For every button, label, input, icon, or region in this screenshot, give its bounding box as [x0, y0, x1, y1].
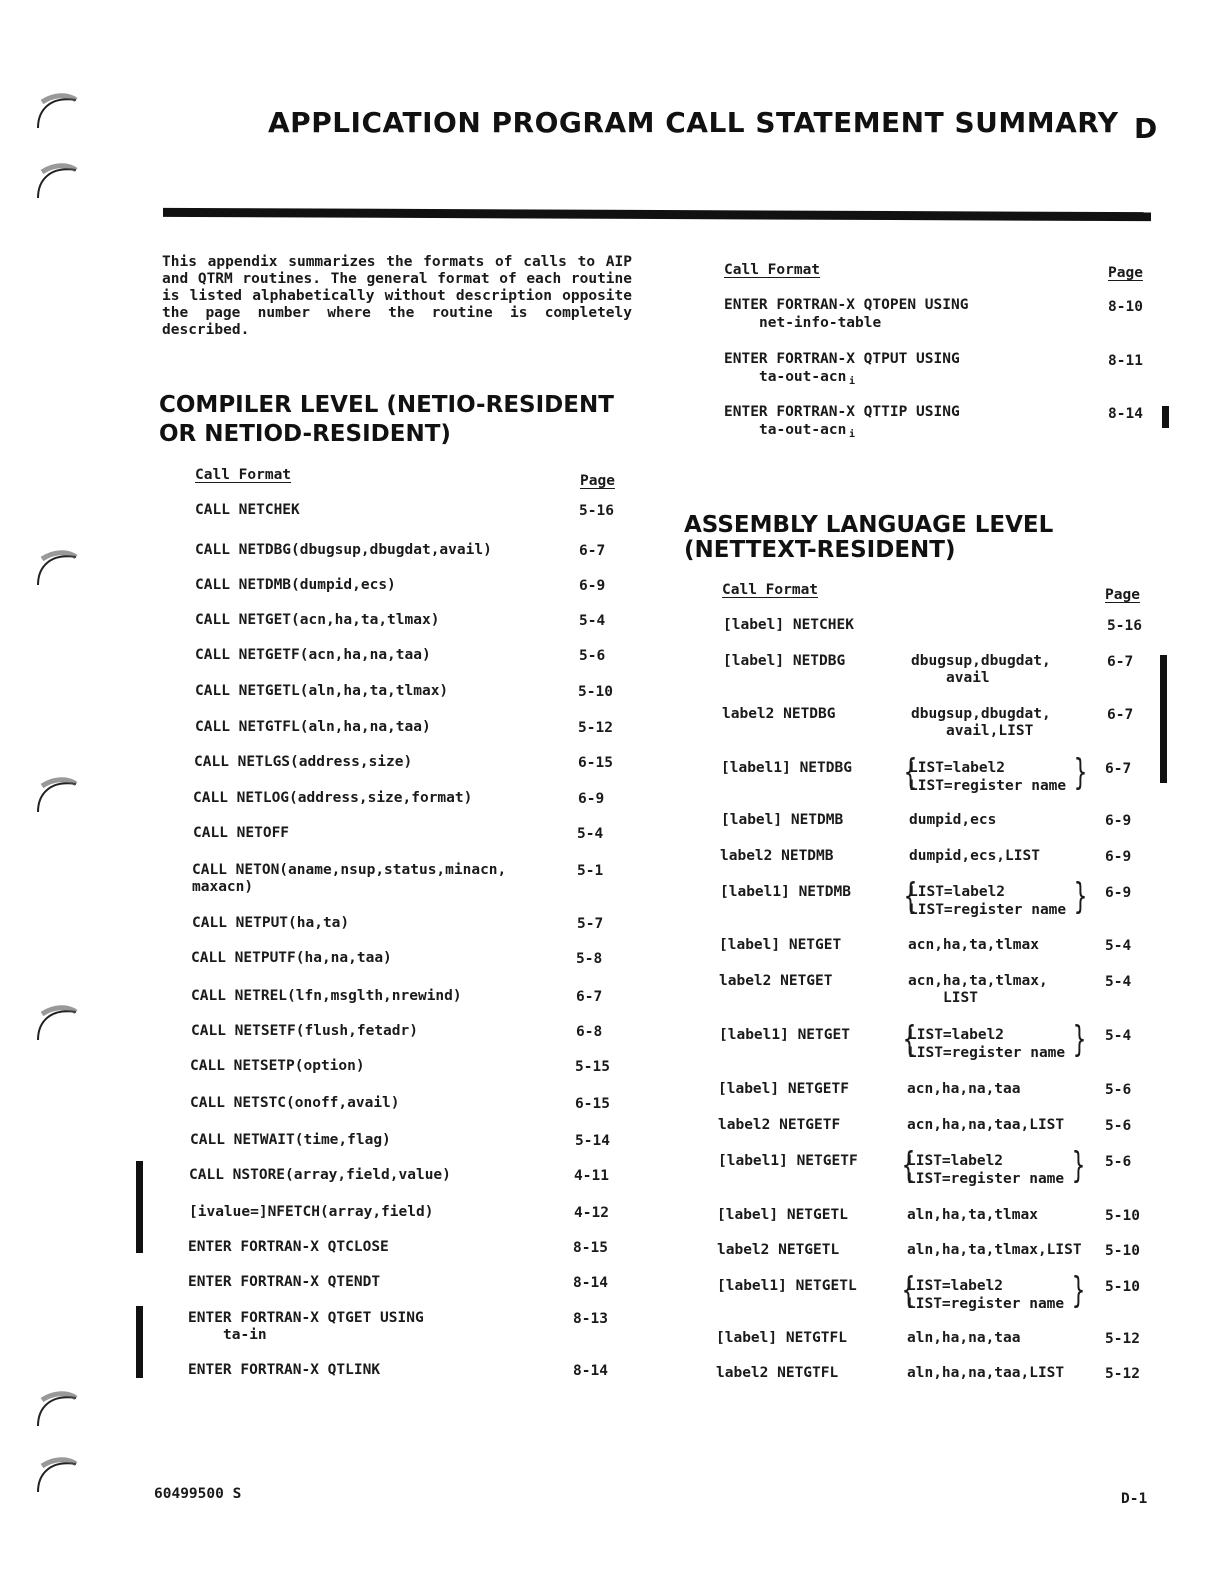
call-arguments: aln,ha,ta,tlmax: [907, 1207, 1038, 1223]
call-format-continuation: net-info-table: [759, 315, 882, 331]
call-format: CALL NETDBG(dbugsup,dbugdat,avail): [195, 542, 492, 558]
page-reference: 5-4: [1105, 974, 1132, 990]
list-option: LIST=label2: [909, 884, 1006, 900]
page-reference: 5-4: [1105, 1028, 1132, 1044]
change-bar: [1160, 655, 1167, 783]
page-reference: 4-11: [574, 1168, 609, 1184]
call-label: [label1] NETDMB: [720, 884, 851, 900]
header-rule: [163, 208, 1151, 221]
call-format: [ivalue=]NFETCH(array,field): [189, 1204, 434, 1220]
call-format: ENTER FORTRAN-X QTCLOSE: [188, 1239, 389, 1255]
intro-paragraph: This appendix summarizes the formats of calls to AIP and QTRM routines. The general format of each routine is listed alphabetically without description opposite the page number where the routine is completely described.: [162, 254, 632, 338]
page-reference: 5-6: [1105, 1154, 1132, 1170]
list-option: LIST=label2: [909, 760, 1006, 776]
call-format: ENTER FORTRAN-X QTPUT USING: [724, 351, 960, 367]
right-brace: }: [1071, 1270, 1086, 1311]
call-arguments-continuation: avail: [946, 670, 990, 686]
page-reference: 5-4: [579, 613, 606, 629]
call-format: CALL NETPUT(ha,ta): [192, 915, 350, 931]
page-reference: 5-12: [1105, 1366, 1140, 1382]
call-format-continuation: ta-in: [223, 1327, 267, 1343]
page-reference: 5-16: [579, 503, 614, 519]
call-arguments: acn,ha,na,taa: [907, 1081, 1021, 1097]
page-reference: 5-10: [1105, 1243, 1140, 1259]
call-label: [label1] NETDBG: [721, 760, 852, 776]
section-heading-assembly-line2: (NETTEXT-RESIDENT): [684, 537, 956, 563]
call-format: CALL NETOFF: [193, 825, 290, 841]
page-reference: 5-8: [576, 951, 603, 967]
change-bar: [1162, 406, 1169, 428]
list-option: LIST=label2: [907, 1278, 1004, 1294]
call-arguments: dumpid,ecs: [909, 812, 997, 828]
column-header-page: Page: [1108, 265, 1143, 281]
page-reference: 6-15: [575, 1096, 610, 1112]
call-format: CALL NETPUTF(ha,na,taa): [191, 950, 392, 966]
page-reference: 8-11: [1108, 353, 1143, 369]
column-header-page: Page: [1105, 587, 1140, 603]
call-format: CALL NETREL(lfn,msglth,nrewind): [191, 988, 462, 1004]
page-reference: 5-14: [575, 1133, 610, 1149]
call-label: label2 NETGTFL: [716, 1365, 839, 1381]
section-heading-assembly-line1: ASSEMBLY LANGUAGE LEVEL: [684, 512, 1054, 538]
call-label: [label1] NETGET: [719, 1027, 850, 1043]
call-format: CALL NSTORE(array,field,value): [189, 1167, 451, 1183]
page-reference: 5-4: [1105, 938, 1132, 954]
left-brace: {: [903, 752, 918, 793]
left-brace: {: [903, 876, 918, 917]
page-reference: 5-6: [1105, 1082, 1132, 1098]
call-format: ENTER FORTRAN-X QTGET USING: [188, 1310, 424, 1326]
list-option: LIST=register name: [907, 1171, 1065, 1187]
call-label: [label] NETGETF: [718, 1081, 849, 1097]
column-header-call-format: Call Format: [722, 582, 819, 598]
page-reference: 8-13: [573, 1311, 608, 1327]
subscript: i: [849, 376, 856, 387]
page-reference: 8-14: [573, 1363, 608, 1379]
page-reference: 5-1: [577, 863, 604, 879]
call-label: [label] NETDMB: [721, 812, 844, 828]
page-reference: 6-7: [1107, 707, 1134, 723]
call-format: CALL NETGETF(acn,ha,na,taa): [195, 647, 431, 663]
call-arguments-continuation: LIST: [943, 990, 978, 1006]
binder-hole-mark: [32, 1386, 78, 1432]
list-option: LIST=register name: [907, 1296, 1065, 1312]
right-brace: }: [1073, 752, 1088, 793]
page-reference: 5-10: [1105, 1279, 1140, 1295]
right-brace: }: [1073, 876, 1088, 917]
call-format: CALL NETSETP(option): [190, 1058, 365, 1074]
call-format: ENTER FORTRAN-X QTOPEN USING: [724, 297, 969, 313]
call-label: [label1] NETGETF: [718, 1153, 858, 1169]
page-reference: 6-7: [1105, 761, 1132, 777]
call-label: [label] NETGTFL: [716, 1330, 847, 1346]
page-reference: 4-12: [574, 1205, 609, 1221]
call-label: label2 NETDMB: [720, 848, 834, 864]
column-header-call-format: Call Format: [195, 467, 292, 483]
binder-hole-mark: [32, 1452, 78, 1498]
call-label: [label] NETDBG: [723, 653, 846, 669]
call-format: ENTER FORTRAN-X QTENDT: [188, 1274, 381, 1290]
page-reference: 6-7: [579, 543, 606, 559]
page-reference: 5-12: [1105, 1331, 1140, 1347]
call-format: CALL NETGTFL(aln,ha,na,taa): [195, 719, 431, 735]
call-format: CALL NETDMB(dumpid,ecs): [195, 577, 396, 593]
left-brace: {: [901, 1145, 916, 1186]
page-reference: 5-10: [1105, 1208, 1140, 1224]
column-header-page: Page: [580, 473, 615, 489]
page-reference: 6-9: [1105, 849, 1132, 865]
call-format: CALL NETSTC(onoff,avail): [190, 1095, 400, 1111]
call-label: [label] NETGETL: [717, 1207, 848, 1223]
call-label: [label] NETGET: [719, 937, 842, 953]
page-reference: 5-16: [1107, 618, 1142, 634]
call-arguments: acn,ha,ta,tlmax: [908, 937, 1039, 953]
call-arguments: acn,ha,na,taa,LIST: [907, 1117, 1065, 1133]
call-arguments: acn,ha,ta,tlmax,: [908, 973, 1048, 989]
call-format: CALL NETCHEK: [195, 502, 300, 518]
call-label: label2 NETGETL: [717, 1242, 840, 1258]
call-format: ENTER FORTRAN-X QTLINK: [188, 1362, 381, 1378]
page-reference: 8-15: [573, 1240, 608, 1256]
page-reference: 6-7: [576, 989, 603, 1005]
list-option: LIST=label2: [907, 1153, 1004, 1169]
binder-hole-mark: [32, 545, 78, 591]
subscript: i: [849, 429, 856, 440]
call-arguments: aln,ha,ta,tlmax,LIST: [907, 1242, 1082, 1258]
page-reference: 6-9: [1105, 813, 1132, 829]
page-reference: 6-15: [578, 755, 613, 771]
call-arguments: aln,ha,na,taa: [907, 1330, 1021, 1346]
right-brace: }: [1072, 1019, 1087, 1060]
call-format: ENTER FORTRAN-X QTTIP USING: [724, 404, 960, 420]
change-bar: [136, 1161, 143, 1253]
binder-hole-mark: [32, 772, 78, 818]
left-brace: {: [901, 1270, 916, 1311]
section-heading-compiler-line2: OR NETIOD-RESIDENT): [159, 421, 451, 447]
page-reference: 5-4: [577, 826, 604, 842]
call-arguments: aln,ha,na,taa,LIST: [907, 1365, 1065, 1381]
appendix-letter: D: [1134, 112, 1158, 145]
call-format-continuation: ta-out-acn: [759, 369, 847, 385]
page-title: APPLICATION PROGRAM CALL STATEMENT SUMMARY: [268, 106, 1119, 139]
call-label: label2 NETGET: [719, 973, 833, 989]
call-format: CALL NETON(aname,nsup,status,minacn,: [192, 862, 507, 878]
change-bar: [136, 1306, 143, 1378]
call-label: [label1] NETGETL: [717, 1278, 857, 1294]
page-reference: 5-12: [578, 720, 613, 736]
call-label: [label] NETCHEK: [723, 617, 854, 633]
page-reference: 8-14: [573, 1275, 608, 1291]
call-arguments: dumpid,ecs,LIST: [909, 848, 1040, 864]
call-label: label2 NETDBG: [722, 706, 836, 722]
call-format: CALL NETWAIT(time,flag): [190, 1132, 391, 1148]
page-reference: 6-9: [578, 791, 605, 807]
page-reference: 8-10: [1108, 299, 1143, 315]
binder-hole-mark: [32, 1000, 78, 1046]
call-arguments: dbugsup,dbugdat,: [911, 706, 1051, 722]
list-option: LIST=register name: [909, 778, 1067, 794]
right-brace: }: [1071, 1145, 1086, 1186]
call-format: CALL NETGET(acn,ha,ta,tlmax): [195, 612, 440, 628]
left-brace: {: [902, 1019, 917, 1060]
page-reference: 8-14: [1108, 406, 1143, 422]
page-reference: 5-7: [577, 916, 604, 932]
call-arguments: dbugsup,dbugdat,: [911, 653, 1051, 669]
page-reference: 6-9: [1105, 885, 1132, 901]
page-reference: 5-6: [1105, 1118, 1132, 1134]
binder-hole-mark: [32, 158, 78, 204]
call-format: CALL NETLOG(address,size,format): [193, 790, 473, 806]
page-reference: 6-8: [576, 1024, 603, 1040]
page-reference: 6-7: [1107, 654, 1134, 670]
call-format: CALL NETSETF(flush,fetadr): [191, 1023, 418, 1039]
page-reference: 5-6: [579, 648, 606, 664]
page-reference: 5-15: [575, 1059, 610, 1075]
page-number: D-1: [1121, 1491, 1148, 1507]
call-arguments-continuation: avail,LIST: [946, 723, 1034, 739]
list-option: LIST=register name: [908, 1045, 1066, 1061]
page-reference: 5-10: [578, 684, 613, 700]
page-reference: 6-9: [579, 578, 606, 594]
list-option: LIST=label2: [908, 1027, 1005, 1043]
list-option: LIST=register name: [909, 902, 1067, 918]
section-heading-compiler-line1: COMPILER LEVEL (NETIO-RESIDENT: [159, 392, 614, 418]
call-label: label2 NETGETF: [718, 1117, 841, 1133]
call-format: CALL NETLGS(address,size): [194, 754, 413, 770]
call-format: CALL NETGETL(aln,ha,ta,tlmax): [195, 683, 449, 699]
document-number: 60499500 S: [154, 1486, 242, 1502]
column-header-call-format: Call Format: [724, 262, 821, 278]
call-format-continuation: ta-out-acn: [759, 422, 847, 438]
binder-hole-mark: [32, 88, 78, 134]
call-format-continuation: maxacn): [192, 879, 254, 895]
